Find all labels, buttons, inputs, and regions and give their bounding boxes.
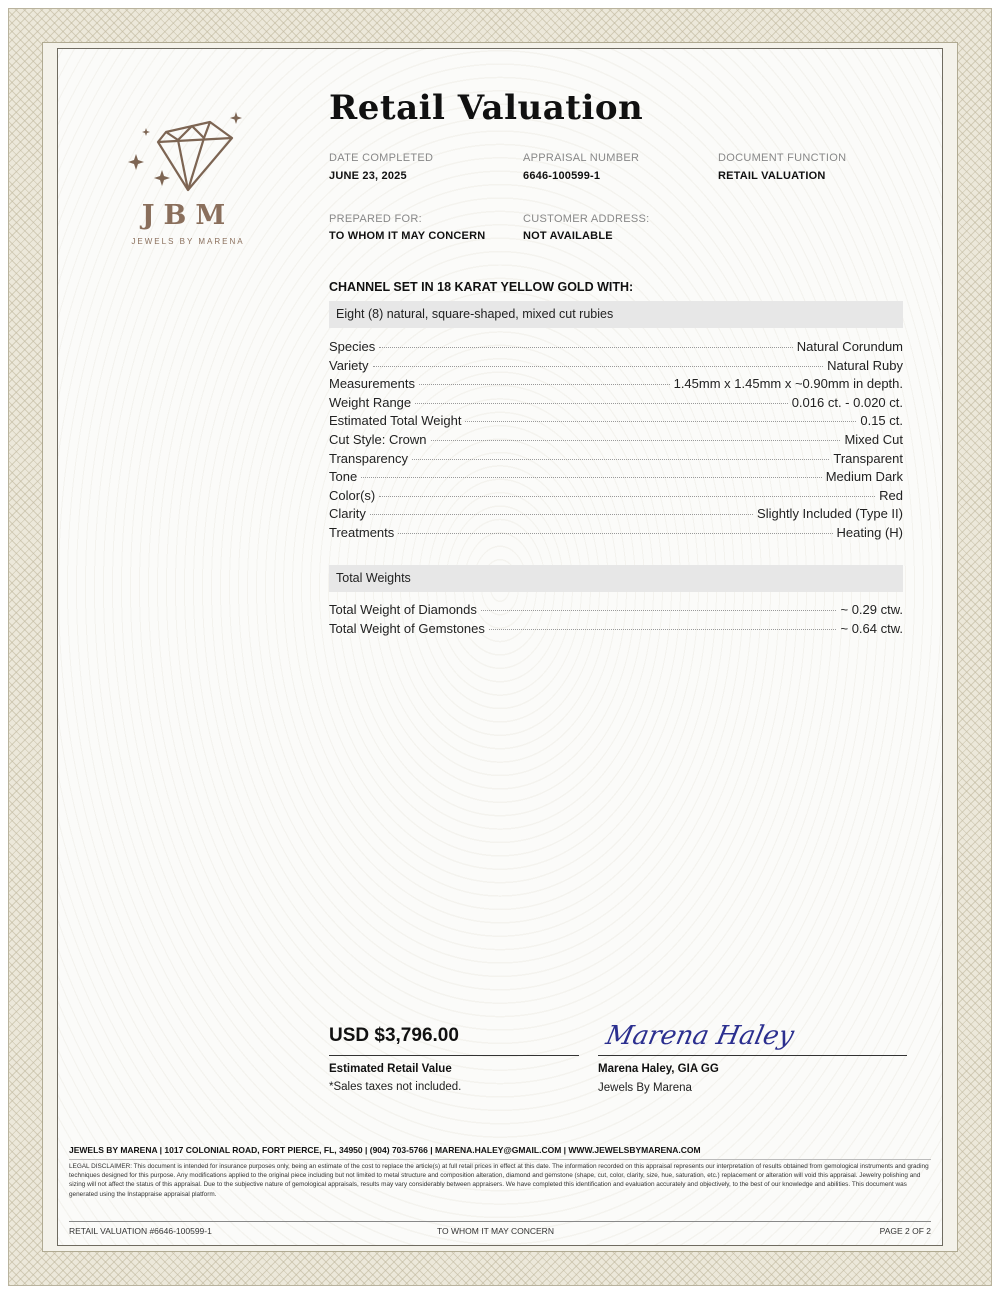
- signature-script: Marena Haley: [603, 1021, 797, 1051]
- retail-value-label: Estimated Retail Value: [329, 1063, 452, 1075]
- dot-leader: [481, 610, 837, 611]
- property-value: Medium Dark: [825, 469, 903, 485]
- property-row: [329, 339, 903, 358]
- customer-address-label: CUSTOMER ADDRESS:: [523, 213, 650, 225]
- price-divider: [329, 1055, 579, 1056]
- dot-leader: [419, 384, 670, 385]
- property-label: Species: [329, 339, 376, 354]
- property-label: Cut Style: Crown: [329, 431, 427, 447]
- appraiser-name: Marena Haley, GIA GG: [598, 1063, 719, 1075]
- property-value: 1.45mm x 1.45mm x ~0.90mm in depth.: [673, 376, 903, 392]
- dot-leader: [415, 403, 788, 404]
- logo-tagline: JEWELS BY MARENA: [131, 237, 245, 246]
- property-value: Red: [879, 487, 903, 503]
- property-label: Color(s): [329, 487, 376, 503]
- property-label: Weight Range: [329, 394, 412, 410]
- property-row: [329, 395, 903, 414]
- property-row: [329, 432, 903, 451]
- jbm-logo: [118, 108, 258, 248]
- property-label: Estimated Total Weight: [329, 413, 462, 429]
- dot-leader: [379, 347, 793, 348]
- total-label: Total Weight of Gemstones: [329, 620, 485, 636]
- signature-divider: [598, 1055, 907, 1056]
- footer-document-ref: RETAIL VALUATION #6646-100599-1: [69, 1226, 212, 1236]
- retail-value-amount: USD $3,796.00: [329, 1025, 459, 1046]
- property-row: [329, 413, 903, 432]
- appraisal-number-value: 6646-100599-1: [523, 170, 601, 182]
- property-value: 0.15 ct.: [860, 413, 903, 429]
- dot-leader: [361, 477, 822, 478]
- property-row: [329, 469, 903, 488]
- property-value: 0.016 ct. - 0.020 ct.: [791, 394, 903, 410]
- appraiser-company: Jewels By Marena: [598, 1082, 692, 1094]
- property-value: Natural Corundum: [796, 339, 903, 354]
- logo-letters: JBM: [141, 200, 235, 231]
- footer-recipient: TO WHOM IT MAY CONCERN: [437, 1226, 554, 1236]
- property-row: [329, 358, 903, 377]
- property-value: Heating (H): [836, 524, 903, 540]
- bottom-divider: [69, 1221, 931, 1222]
- property-label: Variety: [329, 357, 369, 373]
- total-label: Total Weight of Diamonds: [329, 602, 477, 617]
- property-row: [329, 506, 903, 525]
- property-label: Clarity: [329, 506, 366, 522]
- document-function-label: DOCUMENT FUNCTION: [718, 152, 847, 164]
- appraisal-number-label: APPRAISAL NUMBER: [523, 152, 640, 164]
- property-value: Slightly Included (Type II): [757, 506, 903, 522]
- prepared-for-label: PREPARED FOR:: [329, 213, 422, 225]
- property-list: [329, 339, 903, 544]
- footer-divider: [69, 1159, 931, 1160]
- dot-leader: [412, 459, 829, 460]
- property-row: [329, 488, 903, 507]
- total-value: ~ 0.29 ctw.: [840, 602, 903, 617]
- property-row: [329, 525, 903, 544]
- customer-address-value: NOT AVAILABLE: [523, 230, 613, 242]
- total-row: [329, 602, 903, 621]
- property-value: Natural Ruby: [827, 357, 903, 373]
- page-number: PAGE 2 OF 2: [879, 1226, 931, 1236]
- dot-leader: [465, 421, 856, 422]
- property-label: Measurements: [329, 376, 415, 392]
- property-row: [329, 376, 903, 395]
- dot-leader: [398, 533, 832, 534]
- legal-disclaimer: LEGAL DISCLAIMER: This document is intended for insurance purposes only, being an estimate of the cost to replace the article(s) at full retail prices in effect at this date. The information recorded on this appraisal represents our interpretation of results obtained from gemological instruments and grading techniques designed for this purpose. Any modifications applied to the original piece including but not limited to metal structure and composition alteration, diamond and gemstone (shape, cut, color, clarity, size, hue, saturation, etc.) replacement or alteration will void this appraisal. Jewelry polishing and sizing will not affect the status of this appraisal. Due to the subjective nature of gemological appraisals, results may vary considerably between appraisers. We have completed this identification and evaluation accurately and objectively, to the best of our knowledge and abilities. This document was generated using the Instappraise appraisal platform.: [69, 1163, 929, 1198]
- dot-leader: [370, 514, 753, 515]
- total-row: [329, 621, 903, 640]
- item-heading: CHANNEL SET IN 18 KARAT YELLOW GOLD WITH:: [329, 280, 634, 294]
- footer-contact: JEWELS BY MARENA | 1017 COLONIAL ROAD, FORT PIERCE, FL, 34950 | (904) 703-5766 | MARENA.HALEY@GMAIL.COM | WWW.JEWELSBYMARENA.COM: [69, 1145, 701, 1155]
- property-row: [329, 451, 903, 470]
- tax-note: *Sales taxes not included.: [329, 1081, 462, 1093]
- document-function-value: RETAIL VALUATION: [718, 170, 826, 182]
- totals-list: [329, 602, 903, 639]
- date-completed-value: JUNE 23, 2025: [329, 170, 407, 182]
- date-completed-label: DATE COMPLETED: [329, 152, 434, 164]
- property-value: Mixed Cut: [844, 431, 903, 447]
- property-label: Tone: [329, 469, 358, 485]
- diamond-icon: [118, 108, 258, 200]
- property-value: Transparent: [833, 450, 903, 466]
- property-label: Treatments: [329, 524, 395, 540]
- stone-description-bar: Eight (8) natural, square-shaped, mixed cut rubies: [329, 301, 903, 328]
- handwritten-signature: [603, 1010, 797, 1058]
- dot-leader: [489, 629, 837, 630]
- document-title: Retail Valuation: [329, 88, 644, 128]
- dot-leader: [431, 440, 841, 441]
- property-label: Transparency: [329, 450, 408, 466]
- dot-leader: [373, 366, 824, 367]
- dot-leader: [379, 496, 875, 497]
- total-value: ~ 0.64 ctw.: [840, 620, 903, 636]
- prepared-for-value: TO WHOM IT MAY CONCERN: [329, 230, 486, 242]
- total-weights-bar: Total Weights: [329, 565, 903, 592]
